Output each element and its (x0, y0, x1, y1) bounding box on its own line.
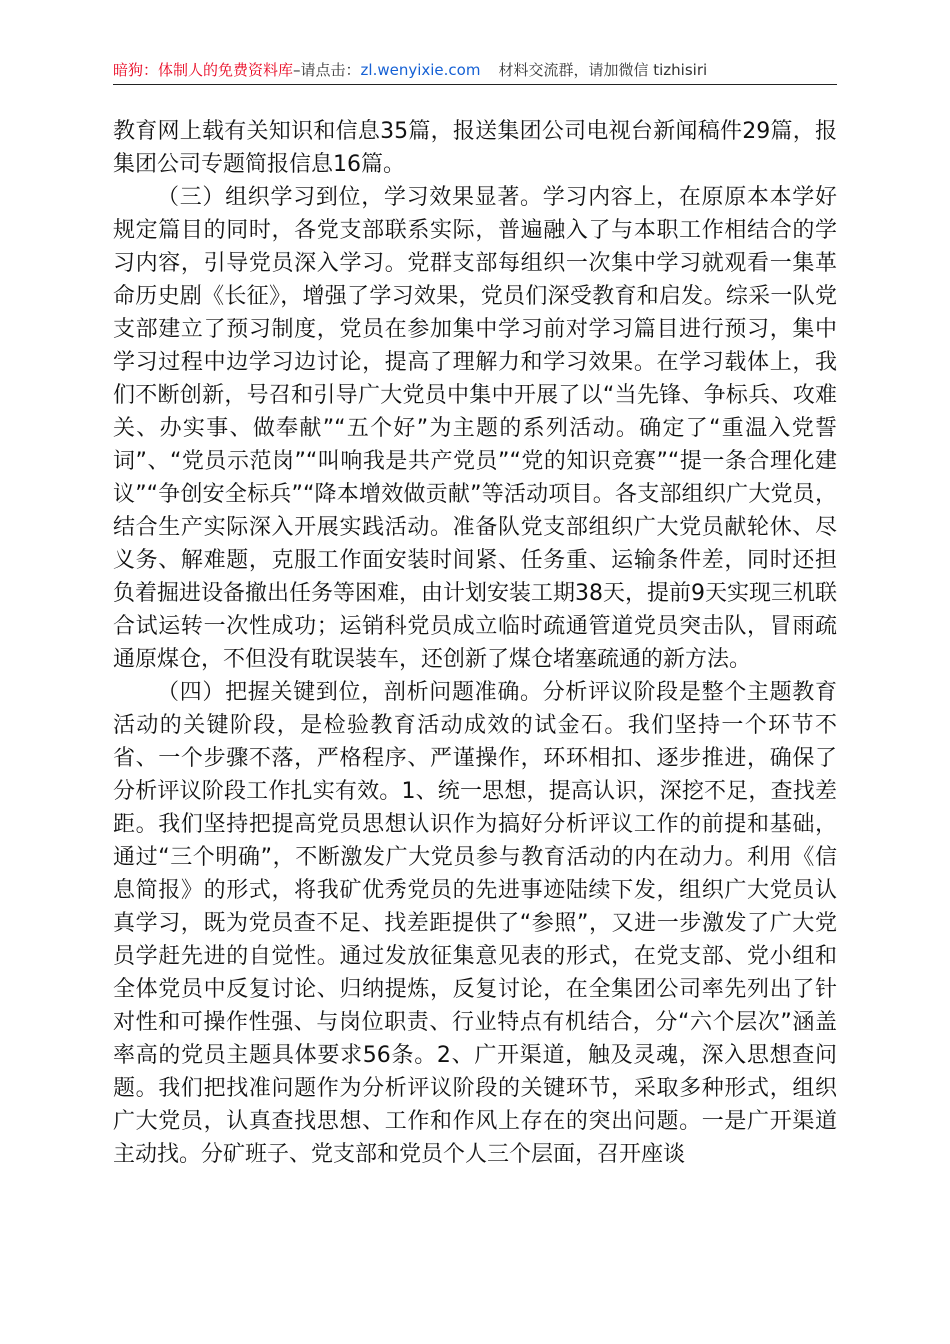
document-body (113, 115, 837, 1171)
header-wechat-group: 材料交流群，请加微信 tizhisiri (498, 61, 708, 79)
page-header (113, 58, 837, 82)
header-brand: 暗狗：体制人的免费资料库 (113, 61, 294, 79)
header-divider (113, 84, 837, 85)
paragraph-section-four: （四）把握关键到位，剖析问题准确。分析评议阶段是整个主题教育活动的关键阶段，是检验教育活动成效的试金石。我们坚持一个环节不省、一个步骤不落，严格程序、严谨操作，环环相扣、逐步推进，确保了分析评议阶段工作扎实有效。1、统一思想，提高认识，深挖不足，查找差距。我们坚持把提高党员思想认识作为搞好分析评议工作的前提和基础，通过“三个明确”，不断激发广大党员参与教育活动的内在动力。利用《信息简报》的形式，将我矿优秀党员的先进事迹陆续下发，组织广大党员认真学习，既为党员查不足、找差距提供了“参照”，又进一步激发了广大党员学赶先进的自觉性。通过发放征集意见表的形式，在党支部、党小组和全体党员中反复讨论、归纳提炼，反复讨论，在全集团公司率先列出了针对性和可操作性强、与岗位职责、行业特点有机结合，分“六个层次”涵盖率高的党员主题具体要求56条。2、广开渠道，触及灵魂，深入思想查问题。我们把找准问题作为分析评议阶段的关键环节，采取多种形式，组织广大党员，认真查找思想、工作和作风上存在的突出问题。一是广开渠道主动找。分矿班子、党支部和党员个人三个层面，召开座谈 (113, 680, 837, 1167)
header-prompt: –请点击： (293, 61, 361, 79)
paragraph-continuation: 教育网上载有关知识和信息35篇，报送集团公司电视台新闻稿件29篇，报集团公司专题简报信息16篇。 (113, 119, 837, 177)
paragraph-section-three: （三）组织学习到位，学习效果显著。学习内容上，在原原本本学好规定篇目的同时，各党支部联系实际，普遍融入了与本职工作相结合的学习内容，引导党员深入学习。党群支部每组织一次集中学习就观看一集革命历史剧《长征》，增强了学习效果，党员们深受教育和启发。综采一队党支部建立了预习制度，党员在参加集中学习前对学习篇目进行预习，集中学习过程中边学习边讨论，提高了理解力和学习效果。在学习载体上，我们不断创新，号召和引导广大党员中集中开展了以“当先锋、争标兵、攻难关、办实事、做奉献”“五个好”为主题的系列活动。确定了“重温入党誓词”、“党员示范岗”“叫响我是共产党员”“党的知识竞赛”“提一条合理化建议”“争创安全标兵”“降本增效做贡献”等活动项目。各支部组织广大党员，结合生产实际深入开展实践活动。准备队党支部组织广大党员献轮休、尽义务、解难题，克服工作面安装时间紧、任务重、运输条件差，同时还担负着掘进设备撤出任务等困难，由计划安装工期38天，提前9天实现三机联合试运转一次性成功；运销科党员成立临时疏通管道党员突击队，冒雨疏通原煤仓，不但没有耽误装车，还创新了煤仓堵塞疏通的新方法。 (113, 185, 837, 672)
header-link[interactable]: zl.wenyixie.com (360, 61, 481, 79)
